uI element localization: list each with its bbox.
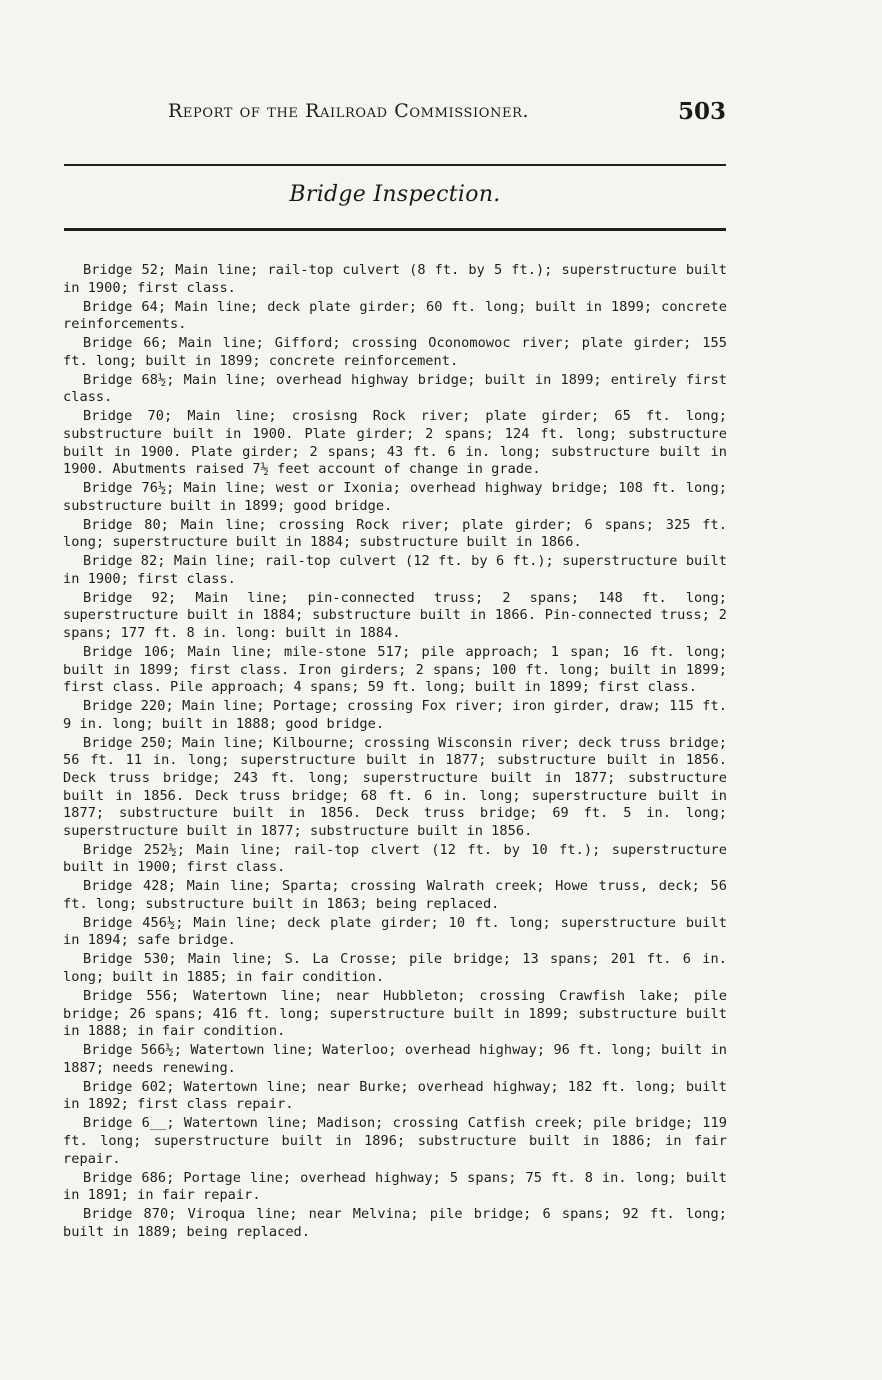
bridge-entry: Bridge 92; Main line; pin-connected truss; 2 spans; 148 ft. long; superstructure built in 1884; substructure built in 1866. Pin-connected truss; 2 spans; 177 ft. 8 in. long: built in 1884. [63,589,727,641]
bridge-entry: Bridge 220; Main line; Portage; crossing Fox river; iron girder, draw; 115 ft. 9 in. long; built in 1888; good bridge. [63,698,727,732]
running-title: Report of the Railroad Commissioner. [168,100,530,122]
bridge-entry: Bridge 556; Watertown line; near Hubbleton; crossing Crawfish lake; pile bridge; 26 spans; 416 ft. long; superstructure built in 1899; substructure built in 1888; in fair condition. [63,988,727,1040]
bridge-entry: Bridge 530; Main line; S. La Crosse; pile bridge; 13 spans; 201 ft. 6 in. long; built in 1885; in fair condition. [63,951,727,986]
bridge-entry: Bridge 6__; Watertown line; Madison; crossing Catfish creek; pile bridge; 119 ft. long; superstructure built in 1896; substructure built in 1886; in fair repair. [63,1115,727,1167]
bridge-entry: Bridge 66; Main line; Gifford; crossing Oconomowoc river; plate girder; 155 ft. long; built in 1899; concrete reinforcement. [63,335,727,369]
top-rule [64,164,726,166]
bridge-entry: Bridge 686; Portage line; overhead highway; 5 spans; 75 ft. 8 in. long; built in 1891; in fair repair. [63,1169,727,1204]
bridge-entry: Bridge 602; Watertown line; near Burke; overhead highway; 182 ft. long; built in 1892; first class repair. [63,1078,727,1113]
bridge-entries [63,262,727,1243]
bridge-entry: Bridge 252½; Main line; rail-top clvert (12 ft. by 10 ft.); superstructure built in 1900; first class. [63,841,727,876]
bottom-rule [64,228,726,231]
bridge-entry: Bridge 456½; Main line; deck plate girder; 10 ft. long; superstructure built in 1894; safe bridge. [63,914,727,949]
bridge-entry: Bridge 80; Main line; crossing Rock river; plate girder; 6 spans; 325 ft. long; superstructure built in 1884; substructure built in 1866. [63,516,727,551]
bridge-entry: Bridge 52; Main line; rail-top culvert (8 ft. by 5 ft.); superstructure built in 1900; first class. [63,262,727,296]
section-title: Bridge Inspection. [289,182,501,207]
bridge-entry: Bridge 68½; Main line; overhead highway bridge; built in 1899; entirely first class. [63,371,727,406]
bridge-entry: Bridge 106; Main line; mile-stone 517; pile approach; 1 span; 16 ft. long; built in 1899; first class. Iron girders; 2 spans; 100 ft. long; built in 1899; first class. Pile approach; 4 spans; 59 ft. long; built in 1899; first class. [63,643,727,696]
bridge-entry: Bridge 82; Main line; rail-top culvert (12 ft. by 6 ft.); superstructure built in 1900; first class. [63,553,727,587]
bridge-entry: Bridge 428; Main line; Sparta; crossing Walrath creek; Howe truss, deck; 56 ft. long; substructure built in 1863; being replaced. [63,878,727,912]
bridge-entry: Bridge 76½; Main line; west or Ixonia; overhead highway bridge; 108 ft. long; substructure built in 1899; good bridge. [63,480,727,514]
bridge-entry: Bridge 566½; Watertown line; Waterloo; overhead highway; 96 ft. long; built in 1887; needs renewing. [63,1042,727,1076]
bridge-entry: Bridge 70; Main line; crosisng Rock river; plate girder; 65 ft. long; substructure built in 1900. Plate girder; 2 spans; 124 ft. long; substructure built in 1900. Plate girder; 2 spans; 43 ft. 6 in. long; substructure built in 1900. Abutments raised 7½ feet account of change in grade. [63,408,727,478]
page-number: 503 [677,98,726,125]
page-header [168,100,726,140]
bridge-entry: Bridge 250; Main line; Kilbourne; crossing Wisconsin river; deck truss bridge; 56 ft. 11 in. long; superstructure built in 1877; substructure built in 1856. Deck truss bridge; 243 ft. long; superstructure built in 1877; substructure built in 1856. Deck truss bridge; 68 ft. 6 in. long; superstructure built in 1877; substructure built in 1856. Deck truss bridge; 69 ft. 5 in. long; superstructure built in 1877; substructure built in 1856. [63,734,727,839]
bridge-entry: Bridge 870; Viroqua line; near Melvina; pile bridge; 6 spans; 92 ft. long; built in 1889; being replaced. [63,1206,727,1240]
bridge-entry: Bridge 64; Main line; deck plate girder; 60 ft. long; built in 1899; concrete reinforcements. [63,298,727,333]
